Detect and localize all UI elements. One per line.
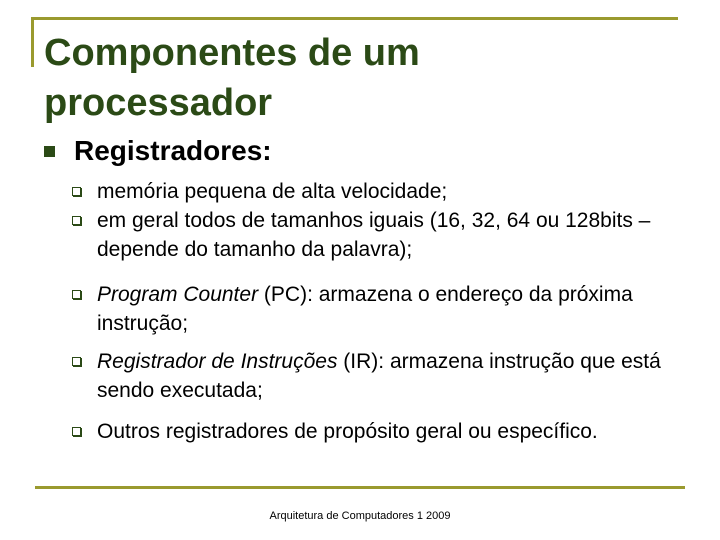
sub-bullet-4-italic: Registrador de Instruções: [97, 350, 338, 373]
sub-bullet-text: [97, 280, 687, 338]
sub-bullet-3-italic: Program Counter: [97, 283, 259, 306]
sub-bullet-text: [97, 417, 687, 446]
hollow-square-bullet-icon: [72, 187, 81, 196]
bullet-heading: Registradores:: [74, 135, 272, 166]
footer-rule: [35, 486, 685, 489]
sub-bullet-text: [97, 347, 687, 405]
title-line-1: Componentes de um: [44, 32, 420, 74]
sub-bullet-3-text: (PC): armazena o endereço da próxima instrução;: [97, 283, 633, 335]
sub-bullet-text: [97, 177, 687, 206]
sub-bullet-5-text: Outros registradores de propósito geral ou específico.: [97, 420, 598, 443]
sub-bullet-1-text: memória pequena de alta velocidade;: [97, 180, 448, 203]
frame-top-rule: [33, 17, 678, 20]
sub-bullet-2-text: em geral todos de tamanhos iguais (16, 32, 64 ou 128bits – depende do tamanho da palavra);: [97, 209, 651, 261]
hollow-square-bullet-icon: [72, 216, 81, 225]
sub-bullet-4-text: (IR): armazena instrução que está sendo executada;: [97, 350, 661, 402]
title-line-2: processador: [44, 82, 273, 124]
slide-title: [44, 28, 644, 128]
frame-left-rule: [31, 17, 34, 67]
hollow-square-bullet-icon: [72, 357, 81, 366]
sub-bullet-text: [97, 206, 687, 264]
slide-footer: Arquitetura de Computadores 1 2009: [269, 510, 451, 522]
square-bullet-icon: [44, 146, 55, 157]
hollow-square-bullet-icon: [72, 290, 81, 299]
hollow-square-bullet-icon: [72, 427, 81, 436]
